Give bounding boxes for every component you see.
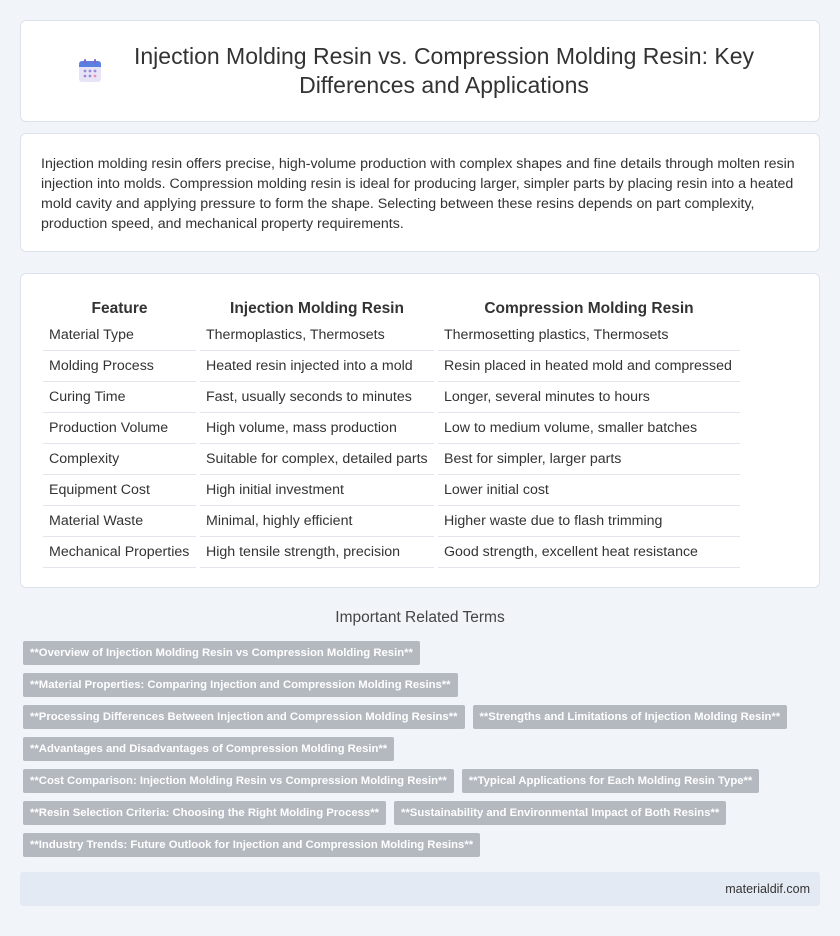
cell-injection: Heated resin injected into a mold [200, 351, 434, 382]
table-header-row [43, 296, 740, 320]
related-terms-list [23, 641, 813, 865]
cell-compression: Lower initial cost [438, 475, 740, 506]
cell-compression: Longer, several minutes to hours [438, 382, 740, 413]
related-term-tag[interactable]: **Processing Differences Between Injection and Compression Molding Resins** [23, 705, 465, 729]
related-term-tag[interactable]: **Typical Applications for Each Molding Resin Type** [462, 769, 760, 793]
cell-compression: Best for simpler, larger parts [438, 444, 740, 475]
cell-feature: Molding Process [43, 351, 196, 382]
related-term-tag[interactable]: **Resin Selection Criteria: Choosing the Right Molding Process** [23, 801, 386, 825]
related-term-tag[interactable]: **Advantages and Disadvantages of Compression Molding Resin** [23, 737, 394, 761]
cell-feature: Complexity [43, 444, 196, 475]
comparison-table-card [20, 273, 820, 588]
comparison-table [39, 296, 744, 568]
table-row [43, 351, 740, 382]
cell-compression: Low to medium volume, smaller batches [438, 413, 740, 444]
table-row [43, 413, 740, 444]
table-row [43, 537, 740, 568]
cell-injection: Fast, usually seconds to minutes [200, 382, 434, 413]
related-term-tag[interactable]: **Cost Comparison: Injection Molding Resin vs Compression Molding Resin** [23, 769, 454, 793]
table-row [43, 506, 740, 537]
related-term-tag[interactable]: **Industry Trends: Future Outlook for Injection and Compression Molding Resins** [23, 833, 480, 857]
intro-card [20, 133, 820, 252]
table-row [43, 382, 740, 413]
cell-feature: Mechanical Properties [43, 537, 196, 568]
cell-compression: Good strength, excellent heat resistance [438, 537, 740, 568]
cell-compression: Higher waste due to flash trimming [438, 506, 740, 537]
cell-feature: Production Volume [43, 413, 196, 444]
header-injection: Injection Molding Resin [230, 300, 404, 317]
cell-injection: Minimal, highly efficient [200, 506, 434, 537]
table-row [43, 444, 740, 475]
cell-feature: Curing Time [43, 382, 196, 413]
page-title: Injection Molding Resin vs. Compression Molding Resin: Key Differences and Applications [133, 43, 754, 98]
related-term-tag[interactable]: **Strengths and Limitations of Injection Molding Resin** [473, 705, 788, 729]
related-term-tag[interactable]: **Material Properties: Comparing Injection and Compression Molding Resins** [23, 673, 458, 697]
related-terms-title: Important Related Terms [335, 609, 505, 626]
table-row [43, 475, 740, 506]
cell-compression: Thermosetting plastics, Thermosets [438, 320, 740, 351]
cell-compression: Resin placed in heated mold and compressed [438, 351, 740, 382]
cell-injection: High tensile strength, precision [200, 537, 434, 568]
calendar-icon [76, 57, 104, 85]
cell-injection: Thermoplastics, Thermosets [200, 320, 434, 351]
cell-injection: Suitable for complex, detailed parts [200, 444, 434, 475]
cell-feature: Material Waste [43, 506, 196, 537]
cell-injection: High initial investment [200, 475, 434, 506]
related-term-tag[interactable]: **Sustainability and Environmental Impact of Both Resins** [394, 801, 726, 825]
cell-feature: Material Type [43, 320, 196, 351]
related-term-tag[interactable]: **Overview of Injection Molding Resin vs Compression Molding Resin** [23, 641, 420, 665]
header-card [20, 20, 820, 122]
cell-injection: High volume, mass production [200, 413, 434, 444]
intro-text: Injection molding resin offers precise, high-volume production with complex shapes and fine details through molten resin injection into molds. Compression molding resin is ideal for producing larger, simpler parts by placing resin into a heated mold cavity and applying pressure to form the shape. Selecting between these resins depends on part complexity, production speed, and mechanical property requirements. [41, 156, 795, 232]
header-compression: Compression Molding Resin [484, 300, 694, 317]
table-row [43, 320, 740, 351]
footer-site-link[interactable]: materialdif.com [725, 882, 810, 896]
footer [20, 872, 820, 906]
header-feature: Feature [91, 300, 148, 317]
cell-feature: Equipment Cost [43, 475, 196, 506]
